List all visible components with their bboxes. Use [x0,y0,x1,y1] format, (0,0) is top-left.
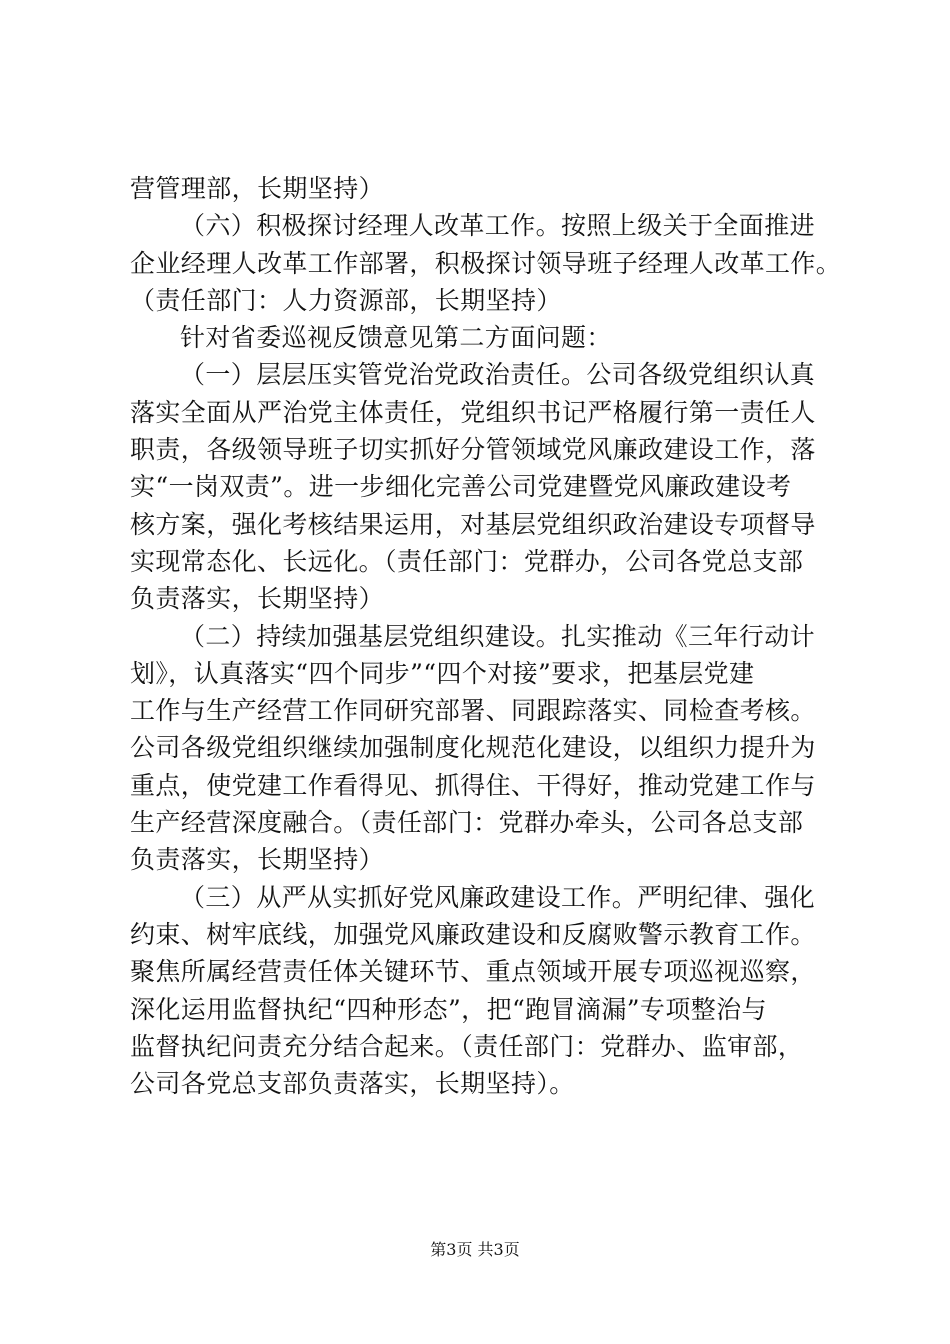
text-line: 划》，认真落实“四个同步”“四个对接”要求，把基层党建 [130,658,755,688]
text-line: （三）从严从实抓好党风廉政建设工作。严明纪律、强化 [180,882,816,912]
text-line: 落实全面从严治党主体责任，党组织书记严格履行第一责任人 [130,397,816,427]
text-line: 职责，各级领导班子切实抓好分管领域党风廉政建设工作，落 [130,435,816,465]
text-line: （责任部门：人力资源部，长期坚持） [130,285,562,315]
text-line: 工作与生产经营工作同研究部署、同跟踪落实、同检查考核。 [130,696,816,726]
text-line: 实“一岗双责”。进一步细化完善公司党建暨党风廉政建设考 [130,472,792,502]
text-line: （一）层层压实管党治党政治责任。公司各级党组织认真 [180,360,816,390]
text-line: 聚焦所属经营责任体关键环节、重点领域开展专项巡视巡察， [130,957,816,987]
text-line: 负责落实，长期坚持） [130,845,385,875]
text-line: 重点，使党建工作看得见、抓得住、干得好，推动党建工作与 [130,770,816,800]
text-line: 营管理部，长期坚持） [130,174,385,203]
text-line: 监督执纪问责充分结合起来。（责任部门：党群办、监审部， [130,1031,804,1061]
page-footer: 第3页 共3页 [430,1240,520,1259]
document-body [130,170,842,1102]
text-line: 核方案，强化考核结果运用，对基层党组织政治建设专项督导 [130,509,816,539]
text-line: （六）积极探讨经理人改革工作。按照上级关于全面推进 [180,211,816,241]
text-line: 企业经理人改革工作部署，积极探讨领导班子经理人改革工作。 [130,248,842,278]
text-line: 公司各级党组织继续加强制度化规范化建设，以组织力提升为 [130,733,816,763]
text-line: 深化运用监督执纪“四种形态”，把“跑冒滴漏”专项整治与 [130,994,767,1024]
text-line: 实现常态化、长远化。（责任部门：党群办，公司各党总支部 [130,546,804,576]
text-line: 公司各党总支部负责落实，长期坚持）。 [130,1069,575,1099]
text-line: 约束、树牢底线，加强党风廉政建设和反腐败警示教育工作。 [130,919,816,949]
text-line: 针对省委巡视反馈意见第二方面问题： [180,323,612,353]
text-line: （二）持续加强基层党组织建设。扎实推动《三年行动计 [180,621,816,651]
text-line: 负责落实，长期坚持） [130,584,385,614]
text-line: 生产经营深度融合。（责任部门：党群办牵头，公司各总支部 [130,808,804,838]
